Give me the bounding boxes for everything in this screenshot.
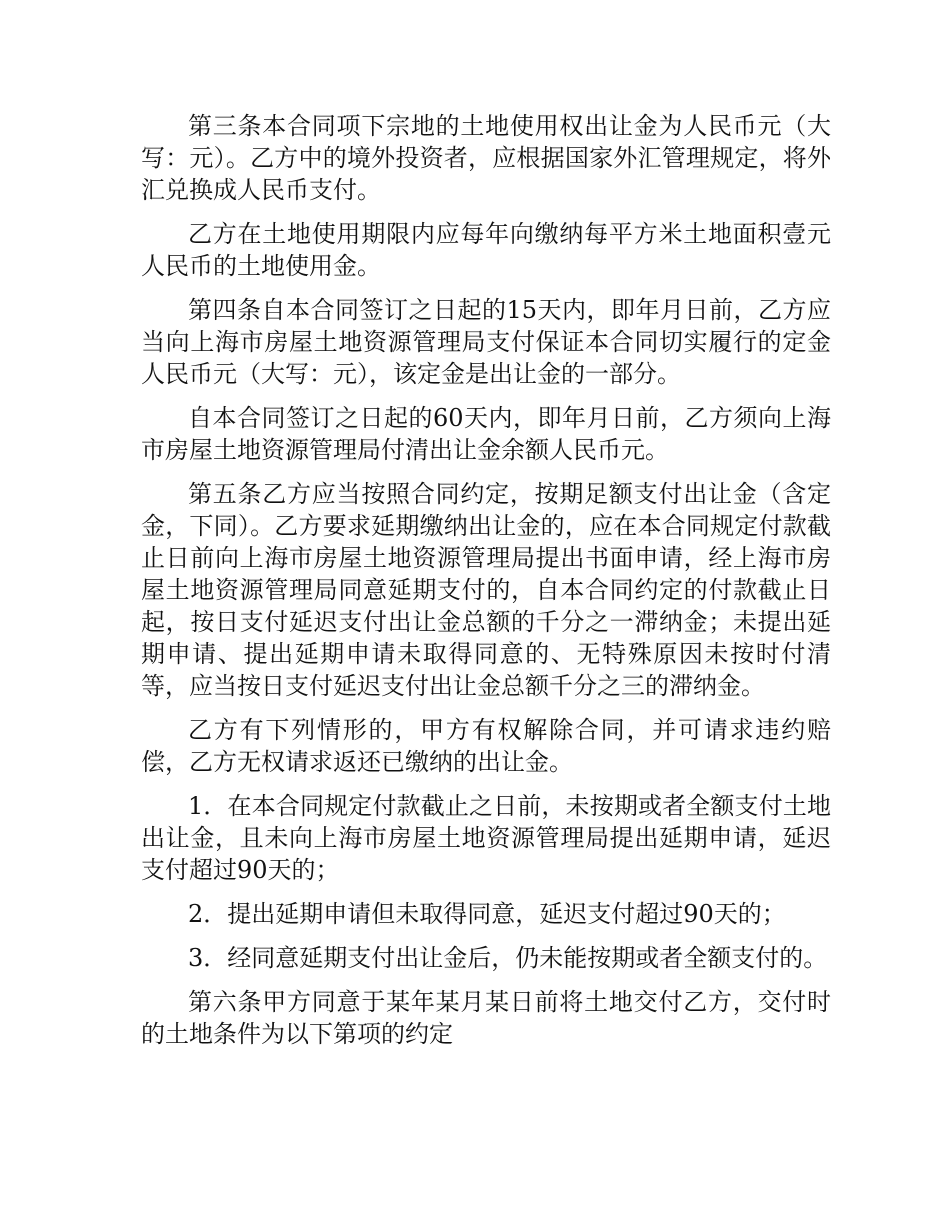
document-body <box>141 110 831 1062</box>
paragraph-article-3: 第三条本合同项下宗地的土地使用权出让金为人民币元（大写：元）。乙方中的境外投资者，应根据国家外汇管理规定，将外汇兑换成人民币支付。 <box>141 112 831 204</box>
paragraph-article-5: 第五条乙方应当按照合同约定，按期足额支付出让金（含定金，下同）。乙方要求延期缴纳出让金的，应在本合同规定付款截止日前向上海市房屋土地资源管理局提出书面申请，经上海市房屋土地资源管理局同意延期支付的，自本合同约定的付款截止日起，按日支付延迟支付出让金总额的千分之一滞纳金；未提出延期申请、提出延期申请未取得同意的、无特殊原因未按时付清等，应当按日支付延迟支付出让金总额千分之三的滞纳金。 <box>141 480 831 700</box>
paragraph-termination-conditions: 乙方有下列情形的，甲方有权解除合同，并可请求违约赔偿，乙方无权请求返还已缴纳的出让金。 <box>141 716 831 776</box>
list-item-condition-1: 1．在本合同规定付款截止之日前，未按期或者全额支付土地出让金，且未向上海市房屋土地资源管理局提出延期申请，延迟支付超过90天的； <box>141 792 831 884</box>
paragraph-balance-payment: 自本合同签订之日起的60天内，即年月日前，乙方须向上海市房屋土地资源管理局付清出让金余额人民币元。 <box>141 404 831 464</box>
paragraph-land-use-fee: 乙方在土地使用期限内应每年向缴纳每平方米土地面积壹元人民币的土地使用金。 <box>141 220 831 280</box>
paragraph-article-4: 第四条自本合同签订之日起的15天内，即年月日前，乙方应当向上海市房屋土地资源管理局支付保证本合同切实履行的定金人民币元（大写：元），该定金是出让金的一部分。 <box>141 296 831 388</box>
list-item-condition-3: 3．经同意延期支付出让金后，仍未能按期或者全额支付的。 <box>188 944 828 972</box>
list-item-condition-2: 2．提出延期申请但未取得同意，延迟支付超过90天的； <box>188 900 786 928</box>
paragraph-article-6: 第六条甲方同意于某年某月某日前将土地交付乙方，交付时的土地条件为以下第项的约定 <box>141 988 831 1048</box>
